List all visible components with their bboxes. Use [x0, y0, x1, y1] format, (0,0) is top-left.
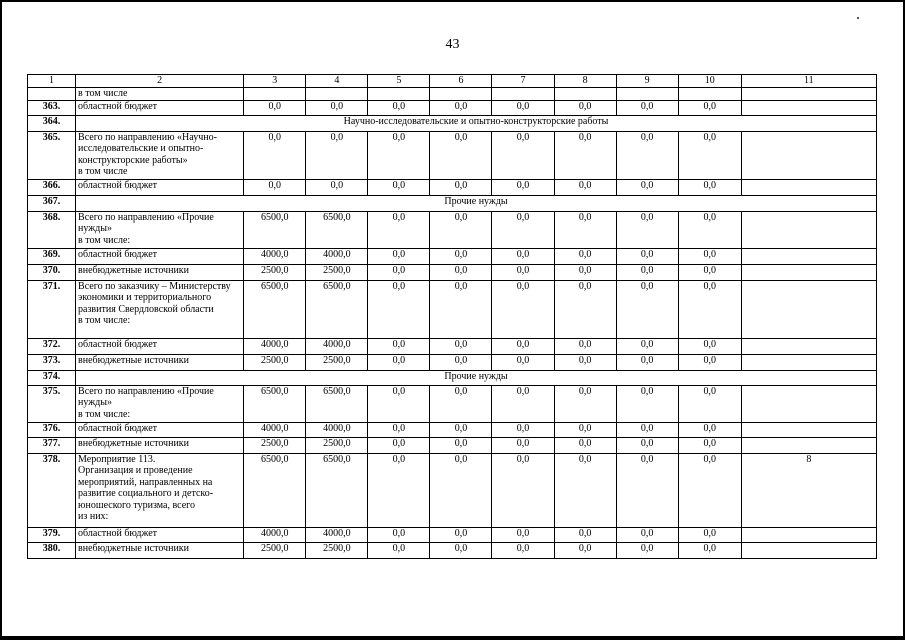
value-cell: 2500,0 [244, 264, 306, 280]
value-cell: 2500,0 [244, 437, 306, 453]
value-cell: 0,0 [430, 527, 492, 542]
value-cell [741, 280, 876, 338]
value-cell: 0,0 [616, 437, 678, 453]
value-cell: 0,0 [616, 280, 678, 338]
value-cell: 0,0 [492, 248, 554, 264]
value-cell: 0,0 [678, 264, 741, 280]
table-row [28, 542, 877, 558]
row-number: 378. [28, 453, 76, 527]
value-cell: 2500,0 [306, 437, 368, 453]
table-row [28, 354, 877, 370]
value-cell: 0,0 [678, 100, 741, 115]
value-cell: 4000,0 [306, 338, 368, 354]
value-cell: 6500,0 [306, 211, 368, 248]
table-body [28, 75, 877, 559]
value-cell [741, 131, 876, 179]
value-cell: 0,0 [554, 453, 616, 527]
value-cell: 0,0 [492, 527, 554, 542]
table-row [28, 131, 877, 179]
value-cell: 0,0 [430, 211, 492, 248]
value-cell [741, 248, 876, 264]
value-cell: 0,0 [492, 385, 554, 422]
column-header: 4 [306, 75, 368, 88]
value-cell: 6500,0 [244, 453, 306, 527]
value-cell [430, 88, 492, 101]
value-cell: 6500,0 [244, 385, 306, 422]
value-cell: 0,0 [616, 422, 678, 437]
value-cell [741, 338, 876, 354]
value-cell: 0,0 [616, 264, 678, 280]
value-cell: 0,0 [678, 385, 741, 422]
value-cell: 0,0 [678, 542, 741, 558]
value-cell: 0,0 [678, 280, 741, 338]
value-cell: 0,0 [554, 354, 616, 370]
value-cell: 6500,0 [306, 280, 368, 338]
value-cell: 0,0 [430, 264, 492, 280]
section-row [28, 370, 877, 385]
row-number: 372. [28, 338, 76, 354]
row-number: 371. [28, 280, 76, 338]
value-cell: 2500,0 [244, 354, 306, 370]
row-label: областной бюджет [76, 422, 244, 437]
row-number: 375. [28, 385, 76, 422]
value-cell: 0,0 [616, 385, 678, 422]
value-cell: 0,0 [492, 542, 554, 558]
value-cell: 0,0 [554, 385, 616, 422]
value-cell: 0,0 [554, 248, 616, 264]
value-cell [741, 211, 876, 248]
value-cell: 0,0 [368, 338, 430, 354]
value-cell: 4000,0 [244, 248, 306, 264]
value-cell: 0,0 [678, 453, 741, 527]
row-number: 363. [28, 100, 76, 115]
value-cell: 0,0 [492, 422, 554, 437]
value-cell: 0,0 [368, 527, 430, 542]
value-cell: 0,0 [430, 422, 492, 437]
row-label: Мероприятие 113. Организация и проведение мероприятий, направленных на развитие социального и детско-юношеского туризма, всего из них: [76, 453, 244, 527]
value-cell: 0,0 [616, 100, 678, 115]
value-cell: 0,0 [616, 338, 678, 354]
table-row [28, 88, 877, 101]
table-row [28, 422, 877, 437]
value-cell: 0,0 [368, 437, 430, 453]
value-cell [741, 264, 876, 280]
value-cell: 6500,0 [306, 453, 368, 527]
value-cell: 0,0 [492, 453, 554, 527]
row-number: 367. [28, 195, 76, 211]
value-cell [616, 88, 678, 101]
column-header: 1 [28, 75, 76, 88]
value-cell: 0,0 [616, 179, 678, 195]
value-cell: 0,0 [368, 264, 430, 280]
row-number: 380. [28, 542, 76, 558]
table-row [28, 453, 877, 527]
row-number: 364. [28, 115, 76, 131]
table-row [28, 527, 877, 542]
value-cell [741, 542, 876, 558]
value-cell: 0,0 [430, 354, 492, 370]
value-cell: 0,0 [430, 437, 492, 453]
value-cell: 0,0 [430, 179, 492, 195]
value-cell: 0,0 [616, 131, 678, 179]
table-row [28, 385, 877, 422]
value-cell: 0,0 [368, 453, 430, 527]
value-cell: 0,0 [492, 354, 554, 370]
value-cell: 0,0 [678, 437, 741, 453]
section-title: Прочие нужды [76, 195, 877, 211]
value-cell: 0,0 [678, 338, 741, 354]
section-row [28, 195, 877, 211]
value-cell [741, 422, 876, 437]
value-cell [741, 385, 876, 422]
section-row [28, 115, 877, 131]
value-cell: 0,0 [306, 179, 368, 195]
row-label: областной бюджет [76, 248, 244, 264]
page-number: 43 [445, 37, 460, 52]
column-header: 11 [741, 75, 876, 88]
value-cell: 0,0 [492, 264, 554, 280]
value-cell: 0,0 [244, 131, 306, 179]
value-cell: 0,0 [430, 453, 492, 527]
value-cell: 0,0 [492, 131, 554, 179]
page-frame-bottom-edge [0, 636, 905, 640]
row-number: 368. [28, 211, 76, 248]
value-cell: 0,0 [430, 100, 492, 115]
row-label: Всего по направлению «Прочие нужды» в том числе: [76, 211, 244, 248]
row-number: 379. [28, 527, 76, 542]
budget-table [27, 74, 877, 559]
value-cell: 0,0 [368, 131, 430, 179]
value-cell: 8 [741, 453, 876, 527]
value-cell: 0,0 [678, 248, 741, 264]
value-cell [368, 88, 430, 101]
row-label: областной бюджет [76, 179, 244, 195]
value-cell: 0,0 [678, 211, 741, 248]
row-number: 373. [28, 354, 76, 370]
value-cell: 4000,0 [244, 338, 306, 354]
value-cell: 0,0 [492, 338, 554, 354]
value-cell: 0,0 [368, 542, 430, 558]
column-header: 2 [76, 75, 244, 88]
value-cell [741, 354, 876, 370]
scan-speck [857, 17, 859, 19]
row-label: внебюджетные источники [76, 264, 244, 280]
value-cell: 0,0 [368, 179, 430, 195]
value-cell: 0,0 [244, 100, 306, 115]
row-number: 366. [28, 179, 76, 195]
value-cell: 0,0 [430, 542, 492, 558]
row-label: внебюджетные источники [76, 437, 244, 453]
value-cell: 0,0 [306, 100, 368, 115]
value-cell: 0,0 [678, 179, 741, 195]
value-cell: 0,0 [554, 100, 616, 115]
value-cell: 0,0 [554, 179, 616, 195]
row-label: внебюджетные источники [76, 354, 244, 370]
value-cell: 4000,0 [306, 422, 368, 437]
value-cell: 0,0 [492, 100, 554, 115]
table-row [28, 280, 877, 338]
value-cell: 0,0 [554, 338, 616, 354]
column-header: 10 [678, 75, 741, 88]
value-cell: 0,0 [554, 211, 616, 248]
column-header: 5 [368, 75, 430, 88]
row-label: внебюджетные источники [76, 542, 244, 558]
value-cell [306, 88, 368, 101]
value-cell: 0,0 [616, 527, 678, 542]
value-cell: 0,0 [430, 385, 492, 422]
value-cell: 0,0 [492, 211, 554, 248]
value-cell: 0,0 [554, 131, 616, 179]
value-cell: 6500,0 [306, 385, 368, 422]
section-title: Научно-исследовательские и опытно-конструкторские работы [76, 115, 877, 131]
column-header: 3 [244, 75, 306, 88]
value-cell: 0,0 [678, 422, 741, 437]
value-cell: 0,0 [678, 354, 741, 370]
table-row [28, 437, 877, 453]
value-cell: 0,0 [554, 422, 616, 437]
value-cell: 0,0 [368, 280, 430, 338]
value-cell: 0,0 [616, 354, 678, 370]
table-row [28, 248, 877, 264]
value-cell: 0,0 [616, 248, 678, 264]
value-cell [554, 88, 616, 101]
table-header-row [28, 75, 877, 88]
row-label: Всего по направлению «Прочие нужды» в том числе: [76, 385, 244, 422]
value-cell: 2500,0 [306, 264, 368, 280]
row-number [28, 88, 76, 101]
row-number: 369. [28, 248, 76, 264]
value-cell: 0,0 [430, 248, 492, 264]
column-header: 6 [430, 75, 492, 88]
row-label: областной бюджет [76, 527, 244, 542]
value-cell [741, 179, 876, 195]
row-number: 370. [28, 264, 76, 280]
value-cell: 0,0 [616, 542, 678, 558]
value-cell: 0,0 [554, 264, 616, 280]
value-cell: 2500,0 [306, 542, 368, 558]
table-row [28, 211, 877, 248]
value-cell: 4000,0 [244, 527, 306, 542]
value-cell: 0,0 [430, 131, 492, 179]
value-cell [244, 88, 306, 101]
value-cell: 6500,0 [244, 211, 306, 248]
column-header: 8 [554, 75, 616, 88]
value-cell [741, 100, 876, 115]
row-number: 377. [28, 437, 76, 453]
value-cell: 6500,0 [244, 280, 306, 338]
value-cell: 0,0 [554, 527, 616, 542]
row-number: 365. [28, 131, 76, 179]
value-cell: 0,0 [430, 338, 492, 354]
value-cell: 0,0 [678, 131, 741, 179]
column-header: 7 [492, 75, 554, 88]
value-cell: 0,0 [368, 100, 430, 115]
value-cell: 0,0 [368, 248, 430, 264]
table-row [28, 338, 877, 354]
value-cell: 0,0 [368, 385, 430, 422]
row-label: Всего по направлению «Научно-исследовательские и опытно-конструкторские работы» в том числе [76, 131, 244, 179]
value-cell: 4000,0 [244, 422, 306, 437]
row-label: в том числе [76, 88, 244, 101]
row-number: 376. [28, 422, 76, 437]
value-cell: 0,0 [368, 422, 430, 437]
value-cell: 0,0 [492, 179, 554, 195]
value-cell: 2500,0 [244, 542, 306, 558]
value-cell: 0,0 [306, 131, 368, 179]
value-cell: 0,0 [368, 354, 430, 370]
column-header: 9 [616, 75, 678, 88]
value-cell [741, 88, 876, 101]
value-cell [741, 527, 876, 542]
row-label: областной бюджет [76, 338, 244, 354]
value-cell: 0,0 [492, 280, 554, 338]
value-cell: 0,0 [554, 542, 616, 558]
value-cell [741, 437, 876, 453]
value-cell: 0,0 [430, 280, 492, 338]
value-cell: 0,0 [678, 527, 741, 542]
row-label: областной бюджет [76, 100, 244, 115]
value-cell: 2500,0 [306, 354, 368, 370]
row-label: Всего по заказчику – Министерству экономики и территориального развития Свердловской области в том числе: [76, 280, 244, 338]
value-cell [678, 88, 741, 101]
value-cell: 0,0 [492, 437, 554, 453]
section-title: Прочие нужды [76, 370, 877, 385]
value-cell: 0,0 [616, 453, 678, 527]
value-cell: 0,0 [554, 437, 616, 453]
value-cell [492, 88, 554, 101]
value-cell: 0,0 [616, 211, 678, 248]
value-cell: 4000,0 [306, 527, 368, 542]
value-cell: 0,0 [368, 211, 430, 248]
table-row [28, 100, 877, 115]
value-cell: 4000,0 [306, 248, 368, 264]
table-row [28, 264, 877, 280]
table-row [28, 179, 877, 195]
value-cell: 0,0 [554, 280, 616, 338]
value-cell: 0,0 [244, 179, 306, 195]
row-number: 374. [28, 370, 76, 385]
